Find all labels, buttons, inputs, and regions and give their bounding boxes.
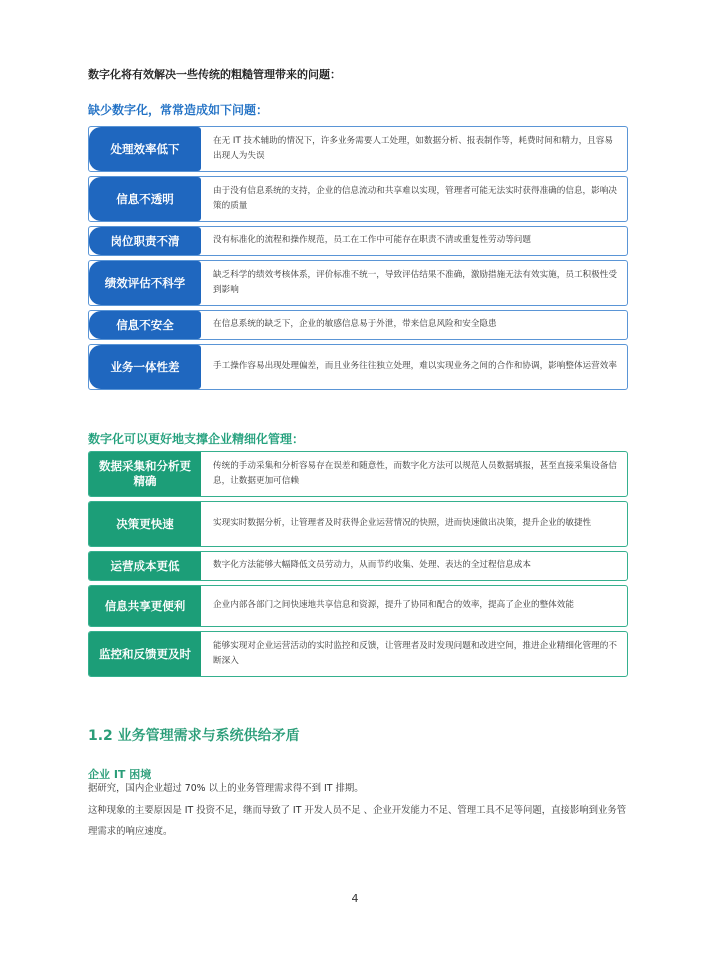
problem-row xyxy=(88,344,628,390)
benefit-desc: 实现实时数据分析，让管理者及时获得企业运营情况的快照，进而快速做出决策，提升企业的敏捷性 xyxy=(213,518,592,529)
benefit-desc: 能够实现对企业运营活动的实时监控和反馈，让管理者及时发现问题和改进空间，推进企业精细化管理的不断深入 xyxy=(213,640,617,666)
paragraph-2: 这种现象的主要原因是 IT 投资不足，继而导致了 IT 开发人员不足 、企业开发能力不足、管理工具不足等问题，直接影响到业务管理需求的响应速度。 xyxy=(88,805,627,837)
problem-label: 信息不透明 xyxy=(89,177,201,221)
problem-label: 业务一体性差 xyxy=(89,345,201,389)
problem-desc: 在信息系统的缺乏下，企业的敏感信息易于外泄，带来信息风险和安全隐患 xyxy=(213,319,497,330)
benefit-row xyxy=(88,501,628,547)
problem-row xyxy=(88,176,628,222)
problem-label: 绩效评估不科学 xyxy=(89,261,201,305)
benefit-label: 数据采集和分析更精确 xyxy=(89,452,201,496)
intro-text: 数字化将有效解决一些传统的粗糙管理带来的问题： xyxy=(88,68,341,81)
page-number: 4 xyxy=(351,892,359,905)
problem-desc: 缺乏科学的绩效考核体系，评价标准不统一，导致评估结果不准确，激励措施无法有效实施，员工积极性受到影响 xyxy=(213,269,617,295)
paragraph-1: 据研究，国内企业超过 70% 以上的业务管理需求得不到 IT 排期。 xyxy=(88,783,364,794)
problem-desc: 在无 IT 技术辅助的情况下，许多业务需要人工处理，如数据分析、报表制作等，耗费时间和精力，且容易出现人为失误 xyxy=(213,135,613,161)
benefit-row xyxy=(88,585,628,627)
benefits-heading: 数字化可以更好地支撑企业精细化管理： xyxy=(88,432,305,446)
problems-list xyxy=(88,126,628,394)
benefit-row xyxy=(88,631,628,677)
problem-label: 处理效率低下 xyxy=(89,127,201,171)
section-title: 1.2 业务管理需求与系统供给矛盾 xyxy=(88,728,300,744)
benefit-label: 运营成本更低 xyxy=(89,552,201,580)
problem-desc: 手工操作容易出现处理偏差，而且业务往往独立处理，难以实现业务之间的合作和协调，影响整体运营效率 xyxy=(213,361,617,372)
benefit-label: 决策更快速 xyxy=(89,502,201,546)
problem-row xyxy=(88,126,628,172)
benefits-list xyxy=(88,451,628,681)
problem-row xyxy=(88,310,628,340)
problem-desc: 由于没有信息系统的支持，企业的信息流动和共享难以实现，管理者可能无法实时获得准确的信息，影响决策的质量 xyxy=(213,185,617,211)
benefit-row xyxy=(88,551,628,581)
benefit-label: 信息共享更便利 xyxy=(89,586,201,626)
benefit-desc: 传统的手动采集和分析容易存在误差和随意性，而数字化方法可以规范人员数据填报，甚至直接采集设备信息，让数据更加可信赖 xyxy=(213,460,617,486)
benefit-desc: 数字化方法能够大幅降低文员劳动力，从而节约收集、处理、表达的全过程信息成本 xyxy=(213,560,531,571)
problem-label: 信息不安全 xyxy=(89,311,201,339)
problem-label: 岗位职责不清 xyxy=(89,227,201,255)
problem-row xyxy=(88,260,628,306)
benefit-row xyxy=(88,451,628,497)
benefit-desc: 企业内部各部门之间快速地共享信息和资源，提升了协同和配合的效率，提高了企业的整体效能 xyxy=(213,600,574,611)
problem-desc: 没有标准化的流程和操作规范，员工在工作中可能存在职责不清或重复性劳动等问题 xyxy=(213,235,531,246)
benefit-label: 监控和反馈更及时 xyxy=(89,632,201,676)
section-subtitle: 企业 IT 困境 xyxy=(88,768,152,781)
problems-heading: 缺少数字化，常常造成如下问题： xyxy=(88,103,269,117)
problem-row xyxy=(88,226,628,256)
